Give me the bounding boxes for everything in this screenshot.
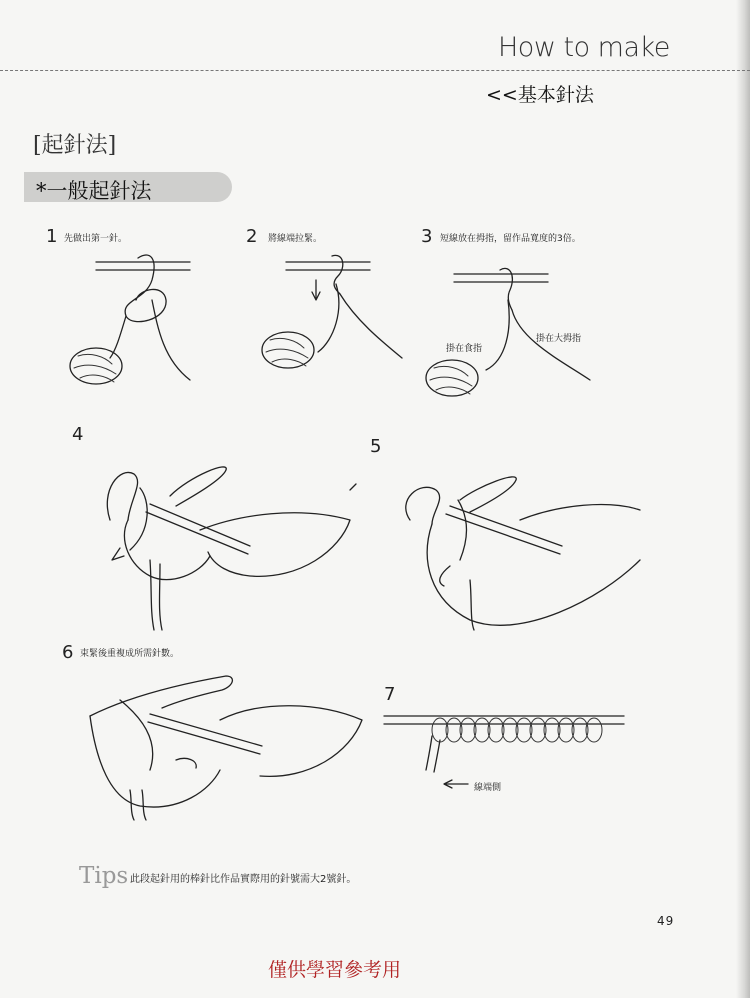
step-2-caption: 將線端拉緊。 xyxy=(268,234,323,244)
step-5-number: 5 xyxy=(370,436,382,457)
step-5-illustration xyxy=(406,477,640,630)
watermark: 僅供學習參考用 xyxy=(268,959,402,981)
label-thumb: 掛在大拇指 xyxy=(536,334,582,344)
page-number: 49 xyxy=(657,914,675,928)
step-1-number: 1 xyxy=(46,226,58,247)
chapter-subtitle: <<基本針法 xyxy=(486,84,594,106)
step-6-illustration xyxy=(90,676,362,820)
step-3-number: 3 xyxy=(421,226,433,247)
step-1-illustration xyxy=(70,255,190,384)
section-heading: [起針法] xyxy=(33,133,117,158)
step-2-illustration xyxy=(262,255,402,368)
step-3-illustration xyxy=(426,268,590,396)
step-7-number: 7 xyxy=(384,684,396,705)
page-title: How to make xyxy=(498,32,670,63)
step-4-illustration xyxy=(107,467,356,630)
step-1-caption: 先做出第一針。 xyxy=(64,234,128,244)
subheading: *一般起針法 xyxy=(36,179,152,203)
step-3-caption: 短線放在拇指，留作品寬度的3倍。 xyxy=(440,234,581,244)
step-6-caption: 束緊後重複成所需針數。 xyxy=(80,649,180,659)
step-2-number: 2 xyxy=(246,226,258,247)
label-index-finger: 掛在食指 xyxy=(446,344,483,354)
step-6-number: 6 xyxy=(62,642,74,663)
label-yarn-end: 線端側 xyxy=(474,783,502,793)
tips-title: Tips xyxy=(79,863,129,889)
tips-text: 此段起針用的棒針比作品實際用的針號需大2號針。 xyxy=(130,874,357,885)
step-4-number: 4 xyxy=(72,424,84,445)
step-7-illustration xyxy=(384,716,624,788)
